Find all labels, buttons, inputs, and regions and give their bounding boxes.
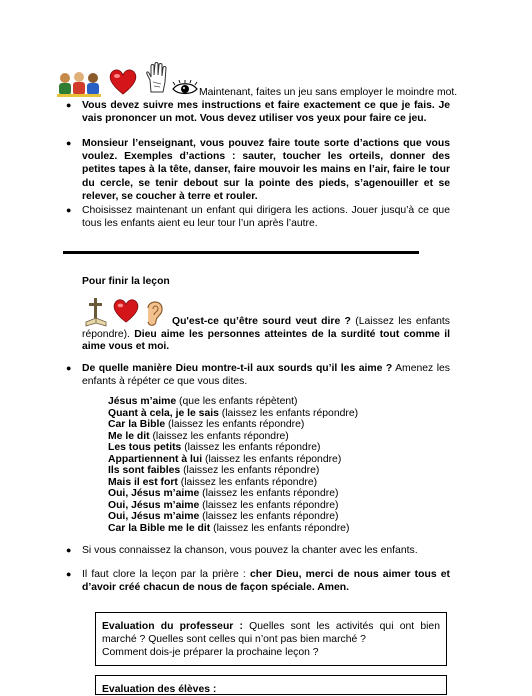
bullet-how-god-shows <box>82 362 450 388</box>
song-line: Les tous petits (laissez les enfants répondre) <box>108 442 321 453</box>
bullet1-rest: Amenez les enfants à répéter ce que vous dites. <box>82 363 450 388</box>
prayer-intro: Il faut clore la leçon par la prière : <box>82 569 250 580</box>
question-bold-2: Dieu aime les personnes atteintes de la surdité tout comme il aime vous et moi. <box>82 328 451 352</box>
teacher-evaluation-line2: Comment dois-je préparer la prochaine leçon ? <box>102 647 319 658</box>
deafness-question <box>82 316 450 354</box>
students-evaluation-label: Evaluation des élèves : <box>102 684 217 695</box>
section-heading: Pour finir la leçon <box>82 276 170 287</box>
song-line: Appartiennent à lui (laissez les enfants répondre) <box>108 453 342 465</box>
section-divider <box>63 251 419 254</box>
bullet-dot: ● <box>66 363 72 373</box>
song-line: Jésus m’aime (que les enfants répètent) <box>108 396 298 407</box>
eye-icon <box>172 80 198 96</box>
question-bold: Qu'est-ce qu’être sourd veut dire ? <box>172 316 351 327</box>
bullet-dot: ● <box>66 545 72 555</box>
students-evaluation-box <box>95 675 447 695</box>
teacher-evaluation-text: Evaluation du professeur : Quelles sont les activités qui ont bien marché ? Quelles sont celles qui n’ont pas bien marché ? <box>102 621 440 645</box>
heart-icon <box>108 68 138 96</box>
song-line: Me le dit (laissez les enfants répondre) <box>108 430 289 442</box>
song-line: Quant à cela, je le sais (laissez les enfants répondre) <box>108 407 359 419</box>
bullet-dot: ● <box>66 138 72 148</box>
bullet1-bold: De quelle manière Dieu montre-t-il aux sourds qu’il les aime ? <box>82 363 393 374</box>
song-line: Mais il est fort (laissez les enfants répondre) <box>108 476 318 488</box>
bullet-dot: ● <box>66 205 72 215</box>
prayer-text: cher Dieu, merci de nous aimer tous et d’avoir créé chacun de nous de façon spéciale. Amen. <box>82 569 451 594</box>
song-line: Ils sont faibles (laissez les enfants répondre) <box>108 465 320 476</box>
bullet-prayer <box>82 568 450 594</box>
hand-icon <box>144 62 170 94</box>
song-line: Oui, Jésus m’aime (laissez les enfants répondre) <box>108 511 339 522</box>
song-line: Oui, Jésus m’aime (laissez les enfants répondre) <box>108 488 339 499</box>
teacher-evaluation-label: Evaluation du professeur : <box>102 621 243 632</box>
bullet-dot: ● <box>66 100 72 110</box>
bullet-song: Si vous connaissez la chanson, vous pouvez la chanter avec les enfants. <box>82 545 418 556</box>
song-line: Car la Bible (laissez les enfants répondre) <box>108 419 305 430</box>
song-lines <box>108 396 358 534</box>
children-group-icon <box>55 70 103 98</box>
song-line: Car la Bible me le dit (laissez les enfants répondre) <box>108 522 350 534</box>
song-line: Oui, Jésus m’aime (laissez les enfants répondre) <box>108 499 339 511</box>
intro-text: Maintenant, faites un jeu sans employer le moindre mot. <box>199 87 458 98</box>
bullet-instructions: Vous devez suivre mes instructions et faire exactement ce que je fais. Je vais prononcer un mot. Vous devez utiliser vos yeux pour faire ce jeu. <box>82 100 450 125</box>
bullet-actions: Monsieur l’enseignant, vous pouvez faire toute sorte d’actions que vous voulez. Exemples d’actions : sauter, toucher les orteils, donner des petites tapes à la tête, danser, faire mouvoir les mains en l’air, faire le tour du cercle, se tenir debout sur la pointe des pieds, s’agenouiller et se relever, se coucher à terre et rouler. <box>82 138 450 202</box>
bullet-choose-child: Choisissez maintenant un enfant qui dirigera les actions. Jouer jusqu’à ce que tous les enfants aient eu leur tour l’un après l’autre. <box>82 205 450 230</box>
teacher-evaluation-box <box>95 612 447 666</box>
bullet-dot: ● <box>66 569 72 579</box>
question-rest: (Laissez les enfants répondre). <box>82 316 450 340</box>
